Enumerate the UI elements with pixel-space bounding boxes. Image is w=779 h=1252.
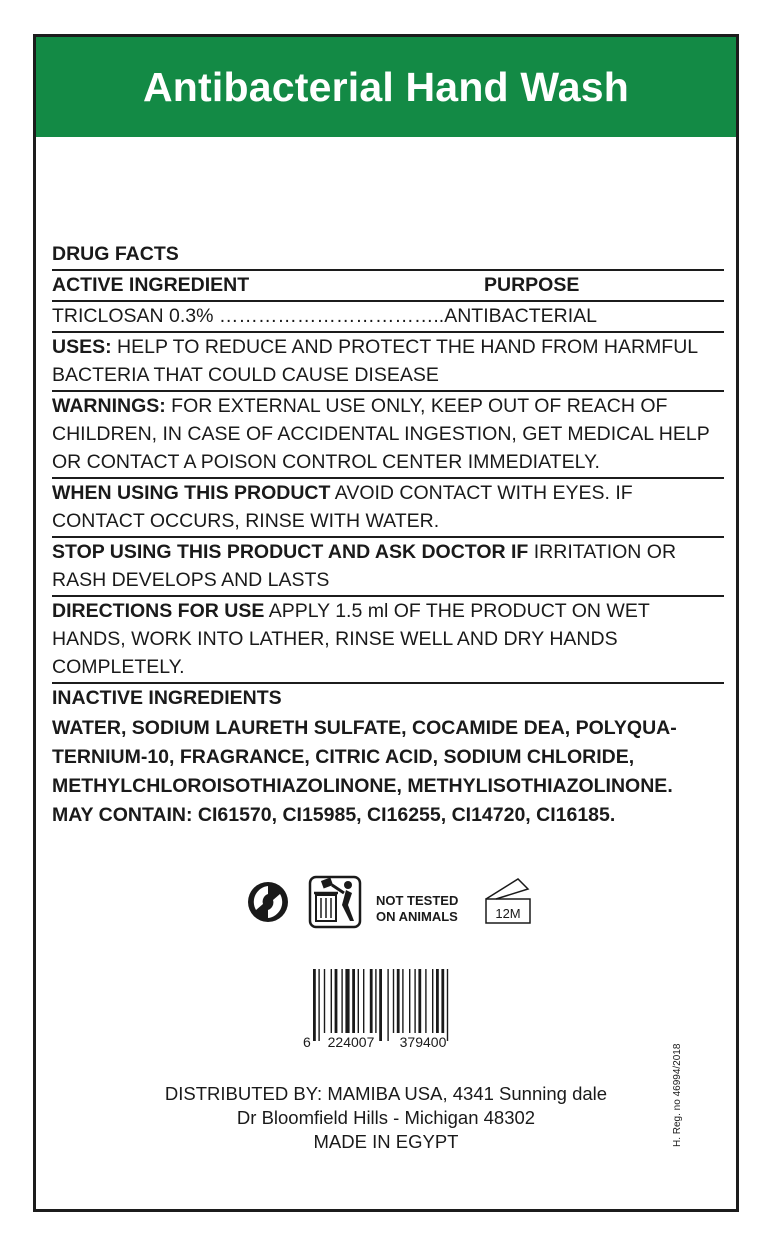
- warnings-label: WARNINGS:: [52, 395, 166, 417]
- symbols-row: [246, 875, 566, 935]
- barcode-bar: [441, 969, 444, 1033]
- directions-text: APPLY 1.5 ml OF THE PRODUCT ON WET: [264, 600, 650, 622]
- distributor-line: DISTRIBUTED BY: MAMIBA USA, 4341 Sunning dale: [164, 1083, 608, 1104]
- inactive-list: [52, 714, 724, 830]
- barcode-bar: [335, 969, 338, 1033]
- barcode-digits: 379400: [399, 1034, 447, 1050]
- barcode-bar: [345, 969, 349, 1033]
- inactive-line: MAY CONTAIN: CI61570, CI15985, CI16255, CI14720, CI16185.: [52, 804, 616, 826]
- trash-bin-icon: [308, 875, 362, 929]
- barcode-bar: [318, 969, 319, 1041]
- directions-text: COMPLETELY.: [52, 656, 185, 678]
- stop-using-label: STOP USING THIS PRODUCT AND ASK DOCTOR IF: [52, 541, 529, 563]
- barcode-bar: [414, 969, 415, 1033]
- directions-label: DIRECTIONS FOR USE: [52, 600, 265, 622]
- barcode-bar: [418, 969, 421, 1033]
- made-in-line: MADE IN EGYPT: [313, 1131, 459, 1152]
- uses-label: USES:: [52, 336, 112, 358]
- barcode-bar: [397, 969, 400, 1033]
- barcode-bar: [352, 969, 355, 1033]
- barcode-bar: [313, 969, 316, 1041]
- warnings-text: OR CONTACT A POISON CONTROL CENTER IMMEDIATELY.: [52, 451, 600, 473]
- distributor-line: Dr Bloomfield Hills - Michigan 48302: [236, 1107, 536, 1128]
- barcode-bar: [432, 969, 433, 1033]
- barcode-bar: [363, 969, 364, 1033]
- when-using-label: WHEN USING THIS PRODUCT: [52, 482, 331, 504]
- purpose-label: PURPOSE: [484, 274, 580, 296]
- barcode-bar: [324, 969, 325, 1033]
- active-ingredient-label: ACTIVE INGREDIENT: [52, 274, 250, 296]
- barcode-bars: [313, 969, 448, 1041]
- registration-number: H. Reg. no 46994/2018: [672, 1043, 683, 1147]
- warnings-section: [52, 392, 724, 479]
- drug-facts-heading: DRUG FACTS: [52, 240, 724, 271]
- open-jar-icon: [482, 875, 534, 929]
- barcode-digit: 6: [303, 1034, 311, 1050]
- stop-using-text: RASH DEVELOPS AND LASTS: [52, 569, 330, 591]
- green-dot-icon: [246, 880, 290, 924]
- barcode-bar: [358, 969, 359, 1033]
- barcode-bar: [393, 969, 394, 1033]
- uses-text: HELP TO REDUCE AND PROTECT THE HAND FROM HARMFUL: [111, 336, 699, 358]
- stop-using-text: IRRITATION OR: [528, 541, 677, 563]
- active-ingredient-header: [52, 271, 724, 302]
- directions-text: HANDS, WORK INTO LATHER, RINSE WELL AND DRY HANDS: [52, 628, 618, 650]
- product-title: Antibacterial Hand Wash: [142, 63, 630, 110]
- barcode-bar: [379, 969, 382, 1041]
- not-tested-badge: [376, 893, 458, 925]
- not-tested-line: ON ANIMALS: [376, 909, 458, 924]
- when-using-text: CONTACT OCCURS, RINSE WITH WATER.: [52, 510, 440, 532]
- barcode-bar: [447, 969, 448, 1041]
- barcode: [299, 967, 479, 1053]
- barcode-bar: [409, 969, 410, 1033]
- inactive-section: [52, 684, 724, 831]
- label-frame: [33, 34, 739, 1212]
- inactive-line: TERNIUM-10, FRAGRANCE, CITRIC ACID, SODIUM CHLORIDE,: [52, 746, 635, 768]
- barcode-bar: [370, 969, 373, 1033]
- barcode-bar: [387, 969, 388, 1041]
- uses-text: BACTERIA THAT COULD CAUSE DISEASE: [52, 364, 439, 386]
- stop-using-section: [52, 538, 724, 597]
- not-tested-line: NOT TESTED: [376, 893, 459, 908]
- inactive-line: WATER, SODIUM LAURETH SULFATE, COCAMIDE DEA, POLYQUA-: [52, 717, 677, 739]
- inactive-line: METHYLCHLOROISOTHIAZOLINONE, METHYLISOTHIAZOLINONE.: [52, 775, 673, 797]
- warnings-text: FOR EXTERNAL USE ONLY, KEEP OUT OF REACH OF: [165, 395, 668, 417]
- uses-section: [52, 333, 724, 392]
- pao-label: 12M: [495, 906, 521, 921]
- barcode-bar: [402, 969, 403, 1033]
- directions-section: [52, 597, 724, 684]
- distributor-block: [36, 1082, 736, 1154]
- active-ingredient-line: TRICLOSAN 0.3% ……………………………..ANTIBACTERIAL: [52, 302, 724, 333]
- barcode-bar: [375, 969, 376, 1033]
- warnings-text: CHILDREN, IN CASE OF ACCIDENTAL INGESTION, GET MEDICAL HELP: [52, 423, 710, 445]
- barcode-bar: [341, 969, 342, 1033]
- barcode-bar: [425, 969, 426, 1033]
- title-banner: [36, 37, 736, 137]
- inactive-label: INACTIVE INGREDIENTS: [52, 687, 282, 709]
- when-using-text: AVOID CONTACT WITH EYES. IF: [330, 482, 633, 504]
- drug-facts-panel: [52, 240, 724, 831]
- when-using-section: [52, 479, 724, 538]
- barcode-bar: [436, 969, 439, 1033]
- barcode-bar: [331, 969, 332, 1033]
- barcode-digits: 224007: [327, 1034, 375, 1050]
